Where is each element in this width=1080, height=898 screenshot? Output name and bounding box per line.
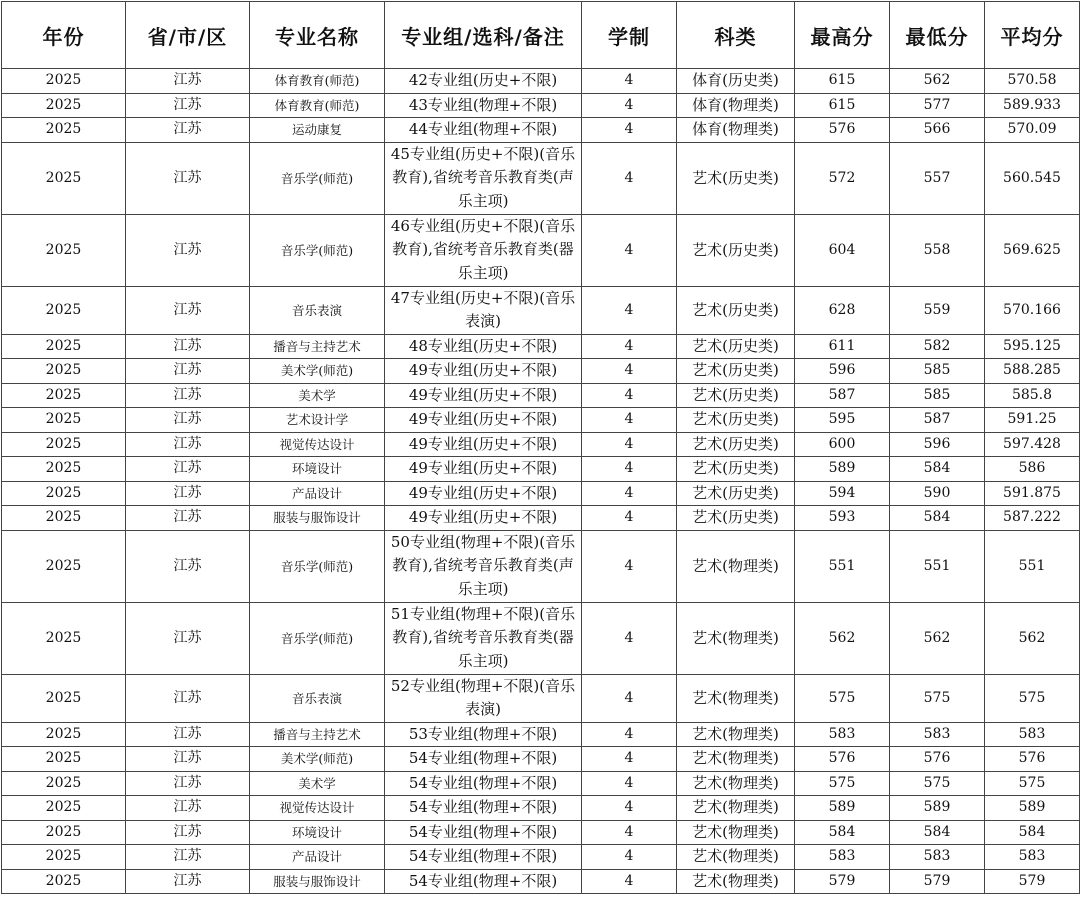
min-score-cell: 584 <box>890 506 985 531</box>
category-cell: 艺术(物理类) <box>677 747 795 772</box>
duration-cell: 4 <box>582 383 677 408</box>
category-cell: 艺术(历史类) <box>677 506 795 531</box>
duration-cell: 4 <box>582 845 677 870</box>
min-score-cell: 583 <box>890 722 985 747</box>
year-cell: 2025 <box>2 845 126 870</box>
group-note-cell: 47专业组(历史+不限)(音乐表演) <box>385 286 582 334</box>
major-name-cell: 音乐学(师范) <box>250 214 385 286</box>
table-row <box>2 820 1080 845</box>
group-note-cell: 44专业组(物理+不限) <box>385 118 582 143</box>
avg-score-cell: 583 <box>985 722 1080 747</box>
avg-score-cell: 560.545 <box>985 142 1080 214</box>
group-note-cell: 53专业组(物理+不限) <box>385 722 582 747</box>
avg-score-cell: 570.09 <box>985 118 1080 143</box>
year-cell: 2025 <box>2 869 126 894</box>
min-score-cell: 575 <box>890 771 985 796</box>
max-score-cell: 579 <box>795 869 890 894</box>
max-score-cell: 551 <box>795 530 890 602</box>
duration-cell: 4 <box>582 506 677 531</box>
table-row <box>2 674 1080 722</box>
major-name-cell: 音乐表演 <box>250 674 385 722</box>
group-note-cell: 49专业组(历史+不限) <box>385 506 582 531</box>
province-cell: 江苏 <box>126 118 250 143</box>
group-note-cell: 54专业组(物理+不限) <box>385 869 582 894</box>
group-note-cell: 50专业组(物理+不限)(音乐教育),省统考音乐教育类(声乐主项) <box>385 530 582 602</box>
province-cell: 江苏 <box>126 747 250 772</box>
year-cell: 2025 <box>2 142 126 214</box>
table-row <box>2 408 1080 433</box>
max-score-cell: 589 <box>795 457 890 482</box>
province-cell: 江苏 <box>126 383 250 408</box>
major-name-cell: 环境设计 <box>250 457 385 482</box>
major-name-cell: 体育教育(师范) <box>250 69 385 94</box>
year-cell: 2025 <box>2 334 126 359</box>
avg-score-cell: 570.58 <box>985 69 1080 94</box>
max-score-cell: 587 <box>795 383 890 408</box>
max-score-cell: 615 <box>795 93 890 118</box>
min-score-cell: 585 <box>890 383 985 408</box>
group-note-cell: 49专业组(历史+不限) <box>385 432 582 457</box>
year-cell: 2025 <box>2 359 126 384</box>
group-note-cell: 45专业组(历史+不限)(音乐教育),省统考音乐教育类(声乐主项) <box>385 142 582 214</box>
major-name-cell: 产品设计 <box>250 845 385 870</box>
province-cell: 江苏 <box>126 771 250 796</box>
year-cell: 2025 <box>2 69 126 94</box>
category-cell: 艺术(物理类) <box>677 869 795 894</box>
province-cell: 江苏 <box>126 214 250 286</box>
table-row <box>2 771 1080 796</box>
max-score-cell: 576 <box>795 118 890 143</box>
year-cell: 2025 <box>2 286 126 334</box>
min-score-cell: 566 <box>890 118 985 143</box>
table-row <box>2 506 1080 531</box>
duration-cell: 4 <box>582 869 677 894</box>
min-score-cell: 559 <box>890 286 985 334</box>
province-cell: 江苏 <box>126 796 250 821</box>
header-year: 年份 <box>2 2 126 69</box>
major-name-cell: 美术学(师范) <box>250 747 385 772</box>
min-score-cell: 576 <box>890 747 985 772</box>
major-name-cell: 运动康复 <box>250 118 385 143</box>
category-cell: 艺术(物理类) <box>677 602 795 674</box>
major-name-cell: 音乐学(师范) <box>250 142 385 214</box>
avg-score-cell: 551 <box>985 530 1080 602</box>
duration-cell: 4 <box>582 722 677 747</box>
max-score-cell: 628 <box>795 286 890 334</box>
year-cell: 2025 <box>2 674 126 722</box>
category-cell: 艺术(历史类) <box>677 383 795 408</box>
group-note-cell: 49专业组(历史+不限) <box>385 359 582 384</box>
header-major-name: 专业名称 <box>250 2 385 69</box>
header-min-score: 最低分 <box>890 2 985 69</box>
category-cell: 艺术(历史类) <box>677 142 795 214</box>
duration-cell: 4 <box>582 771 677 796</box>
min-score-cell: 596 <box>890 432 985 457</box>
header-group-subject-note: 专业组/选科/备注 <box>385 2 582 69</box>
group-note-cell: 46专业组(历史+不限)(音乐教育),省统考音乐教育类(器乐主项) <box>385 214 582 286</box>
table-row <box>2 869 1080 894</box>
major-name-cell: 环境设计 <box>250 820 385 845</box>
duration-cell: 4 <box>582 796 677 821</box>
header-category: 科类 <box>677 2 795 69</box>
year-cell: 2025 <box>2 747 126 772</box>
major-name-cell: 美术学 <box>250 383 385 408</box>
avg-score-cell: 575 <box>985 674 1080 722</box>
table-row <box>2 602 1080 674</box>
category-cell: 艺术(物理类) <box>677 820 795 845</box>
avg-score-cell: 589 <box>985 796 1080 821</box>
major-name-cell: 音乐表演 <box>250 286 385 334</box>
min-score-cell: 582 <box>890 334 985 359</box>
year-cell: 2025 <box>2 722 126 747</box>
duration-cell: 4 <box>582 334 677 359</box>
major-name-cell: 艺术设计学 <box>250 408 385 433</box>
header-duration: 学制 <box>582 2 677 69</box>
duration-cell: 4 <box>582 820 677 845</box>
min-score-cell: 584 <box>890 820 985 845</box>
min-score-cell: 589 <box>890 796 985 821</box>
group-note-cell: 42专业组(历史+不限) <box>385 69 582 94</box>
table-row <box>2 457 1080 482</box>
min-score-cell: 579 <box>890 869 985 894</box>
group-note-cell: 54专业组(物理+不限) <box>385 845 582 870</box>
table-row <box>2 334 1080 359</box>
avg-score-cell: 586 <box>985 457 1080 482</box>
table-row <box>2 747 1080 772</box>
duration-cell: 4 <box>582 142 677 214</box>
max-score-cell: 589 <box>795 796 890 821</box>
min-score-cell: 557 <box>890 142 985 214</box>
province-cell: 江苏 <box>126 432 250 457</box>
duration-cell: 4 <box>582 359 677 384</box>
duration-cell: 4 <box>582 457 677 482</box>
max-score-cell: 572 <box>795 142 890 214</box>
category-cell: 艺术(历史类) <box>677 481 795 506</box>
year-cell: 2025 <box>2 118 126 143</box>
year-cell: 2025 <box>2 530 126 602</box>
min-score-cell: 551 <box>890 530 985 602</box>
group-note-cell: 49专业组(历史+不限) <box>385 408 582 433</box>
min-score-cell: 590 <box>890 481 985 506</box>
avg-score-cell: 585.8 <box>985 383 1080 408</box>
year-cell: 2025 <box>2 457 126 482</box>
province-cell: 江苏 <box>126 334 250 359</box>
table-row <box>2 722 1080 747</box>
year-cell: 2025 <box>2 432 126 457</box>
min-score-cell: 577 <box>890 93 985 118</box>
group-note-cell: 48专业组(历史+不限) <box>385 334 582 359</box>
avg-score-cell: 587.222 <box>985 506 1080 531</box>
province-cell: 江苏 <box>126 869 250 894</box>
duration-cell: 4 <box>582 747 677 772</box>
avg-score-cell: 589.933 <box>985 93 1080 118</box>
year-cell: 2025 <box>2 796 126 821</box>
group-note-cell: 51专业组(物理+不限)(音乐教育),省统考音乐教育类(器乐主项) <box>385 602 582 674</box>
category-cell: 艺术(物理类) <box>677 845 795 870</box>
group-note-cell: 54专业组(物理+不限) <box>385 796 582 821</box>
category-cell: 艺术(物理类) <box>677 530 795 602</box>
table-row <box>2 481 1080 506</box>
province-cell: 江苏 <box>126 845 250 870</box>
duration-cell: 4 <box>582 432 677 457</box>
table-body <box>2 69 1080 894</box>
table-row <box>2 214 1080 286</box>
year-cell: 2025 <box>2 481 126 506</box>
max-score-cell: 594 <box>795 481 890 506</box>
province-cell: 江苏 <box>126 506 250 531</box>
major-name-cell: 视觉传达设计 <box>250 796 385 821</box>
province-cell: 江苏 <box>126 286 250 334</box>
header-max-score: 最高分 <box>795 2 890 69</box>
table-row <box>2 845 1080 870</box>
major-name-cell: 服装与服饰设计 <box>250 506 385 531</box>
province-cell: 江苏 <box>126 69 250 94</box>
duration-cell: 4 <box>582 118 677 143</box>
table-row <box>2 383 1080 408</box>
category-cell: 艺术(历史类) <box>677 359 795 384</box>
table-row <box>2 530 1080 602</box>
province-cell: 江苏 <box>126 142 250 214</box>
category-cell: 艺术(历史类) <box>677 334 795 359</box>
avg-score-cell: 584 <box>985 820 1080 845</box>
header-avg-score: 平均分 <box>985 2 1080 69</box>
province-cell: 江苏 <box>126 530 250 602</box>
category-cell: 艺术(历史类) <box>677 457 795 482</box>
max-score-cell: 600 <box>795 432 890 457</box>
table-row <box>2 286 1080 334</box>
major-name-cell: 美术学 <box>250 771 385 796</box>
province-cell: 江苏 <box>126 359 250 384</box>
header-province: 省/市/区 <box>126 2 250 69</box>
group-note-cell: 54专业组(物理+不限) <box>385 771 582 796</box>
table-row <box>2 118 1080 143</box>
category-cell: 艺术(物理类) <box>677 674 795 722</box>
max-score-cell: 593 <box>795 506 890 531</box>
major-name-cell: 音乐学(师范) <box>250 602 385 674</box>
min-score-cell: 584 <box>890 457 985 482</box>
max-score-cell: 575 <box>795 674 890 722</box>
max-score-cell: 595 <box>795 408 890 433</box>
avg-score-cell: 569.625 <box>985 214 1080 286</box>
avg-score-cell: 576 <box>985 747 1080 772</box>
avg-score-cell: 570.166 <box>985 286 1080 334</box>
avg-score-cell: 579 <box>985 869 1080 894</box>
duration-cell: 4 <box>582 530 677 602</box>
year-cell: 2025 <box>2 820 126 845</box>
group-note-cell: 49专业组(历史+不限) <box>385 481 582 506</box>
category-cell: 艺术(历史类) <box>677 286 795 334</box>
avg-score-cell: 591.875 <box>985 481 1080 506</box>
table-row <box>2 796 1080 821</box>
min-score-cell: 575 <box>890 674 985 722</box>
province-cell: 江苏 <box>126 820 250 845</box>
group-note-cell: 52专业组(物理+不限)(音乐表演) <box>385 674 582 722</box>
min-score-cell: 587 <box>890 408 985 433</box>
category-cell: 体育(历史类) <box>677 69 795 94</box>
duration-cell: 4 <box>582 674 677 722</box>
category-cell: 体育(物理类) <box>677 118 795 143</box>
group-note-cell: 49专业组(历史+不限) <box>385 457 582 482</box>
avg-score-cell: 562 <box>985 602 1080 674</box>
max-score-cell: 583 <box>795 722 890 747</box>
table-row <box>2 359 1080 384</box>
category-cell: 体育(物理类) <box>677 93 795 118</box>
max-score-cell: 611 <box>795 334 890 359</box>
category-cell: 艺术(物理类) <box>677 796 795 821</box>
year-cell: 2025 <box>2 771 126 796</box>
province-cell: 江苏 <box>126 93 250 118</box>
province-cell: 江苏 <box>126 722 250 747</box>
avg-score-cell: 591.25 <box>985 408 1080 433</box>
avg-score-cell: 575 <box>985 771 1080 796</box>
category-cell: 艺术(历史类) <box>677 432 795 457</box>
year-cell: 2025 <box>2 93 126 118</box>
year-cell: 2025 <box>2 383 126 408</box>
table-row <box>2 69 1080 94</box>
min-score-cell: 562 <box>890 602 985 674</box>
major-name-cell: 播音与主持艺术 <box>250 722 385 747</box>
year-cell: 2025 <box>2 602 126 674</box>
category-cell: 艺术(历史类) <box>677 408 795 433</box>
major-name-cell: 美术学(师范) <box>250 359 385 384</box>
duration-cell: 4 <box>582 214 677 286</box>
avg-score-cell: 583 <box>985 845 1080 870</box>
duration-cell: 4 <box>582 286 677 334</box>
group-note-cell: 49专业组(历史+不限) <box>385 383 582 408</box>
max-score-cell: 575 <box>795 771 890 796</box>
table-header-row <box>2 2 1080 69</box>
table-row <box>2 142 1080 214</box>
table-row <box>2 432 1080 457</box>
min-score-cell: 558 <box>890 214 985 286</box>
min-score-cell: 562 <box>890 69 985 94</box>
max-score-cell: 576 <box>795 747 890 772</box>
duration-cell: 4 <box>582 93 677 118</box>
group-note-cell: 43专业组(物理+不限) <box>385 93 582 118</box>
duration-cell: 4 <box>582 69 677 94</box>
category-cell: 艺术(物理类) <box>677 722 795 747</box>
major-name-cell: 服装与服饰设计 <box>250 869 385 894</box>
major-name-cell: 视觉传达设计 <box>250 432 385 457</box>
max-score-cell: 604 <box>795 214 890 286</box>
major-name-cell: 播音与主持艺术 <box>250 334 385 359</box>
province-cell: 江苏 <box>126 408 250 433</box>
duration-cell: 4 <box>582 602 677 674</box>
group-note-cell: 54专业组(物理+不限) <box>385 747 582 772</box>
avg-score-cell: 588.285 <box>985 359 1080 384</box>
max-score-cell: 615 <box>795 69 890 94</box>
duration-cell: 4 <box>582 481 677 506</box>
group-note-cell: 54专业组(物理+不限) <box>385 820 582 845</box>
category-cell: 艺术(历史类) <box>677 214 795 286</box>
max-score-cell: 583 <box>795 845 890 870</box>
duration-cell: 4 <box>582 408 677 433</box>
province-cell: 江苏 <box>126 481 250 506</box>
major-name-cell: 体育教育(师范) <box>250 93 385 118</box>
min-score-cell: 583 <box>890 845 985 870</box>
major-name-cell: 音乐学(师范) <box>250 530 385 602</box>
province-cell: 江苏 <box>126 674 250 722</box>
province-cell: 江苏 <box>126 602 250 674</box>
year-cell: 2025 <box>2 408 126 433</box>
max-score-cell: 596 <box>795 359 890 384</box>
max-score-cell: 562 <box>795 602 890 674</box>
table-row <box>2 93 1080 118</box>
admission-score-table <box>1 1 1080 894</box>
min-score-cell: 585 <box>890 359 985 384</box>
avg-score-cell: 597.428 <box>985 432 1080 457</box>
category-cell: 艺术(物理类) <box>677 771 795 796</box>
avg-score-cell: 595.125 <box>985 334 1080 359</box>
max-score-cell: 584 <box>795 820 890 845</box>
major-name-cell: 产品设计 <box>250 481 385 506</box>
year-cell: 2025 <box>2 214 126 286</box>
year-cell: 2025 <box>2 506 126 531</box>
province-cell: 江苏 <box>126 457 250 482</box>
